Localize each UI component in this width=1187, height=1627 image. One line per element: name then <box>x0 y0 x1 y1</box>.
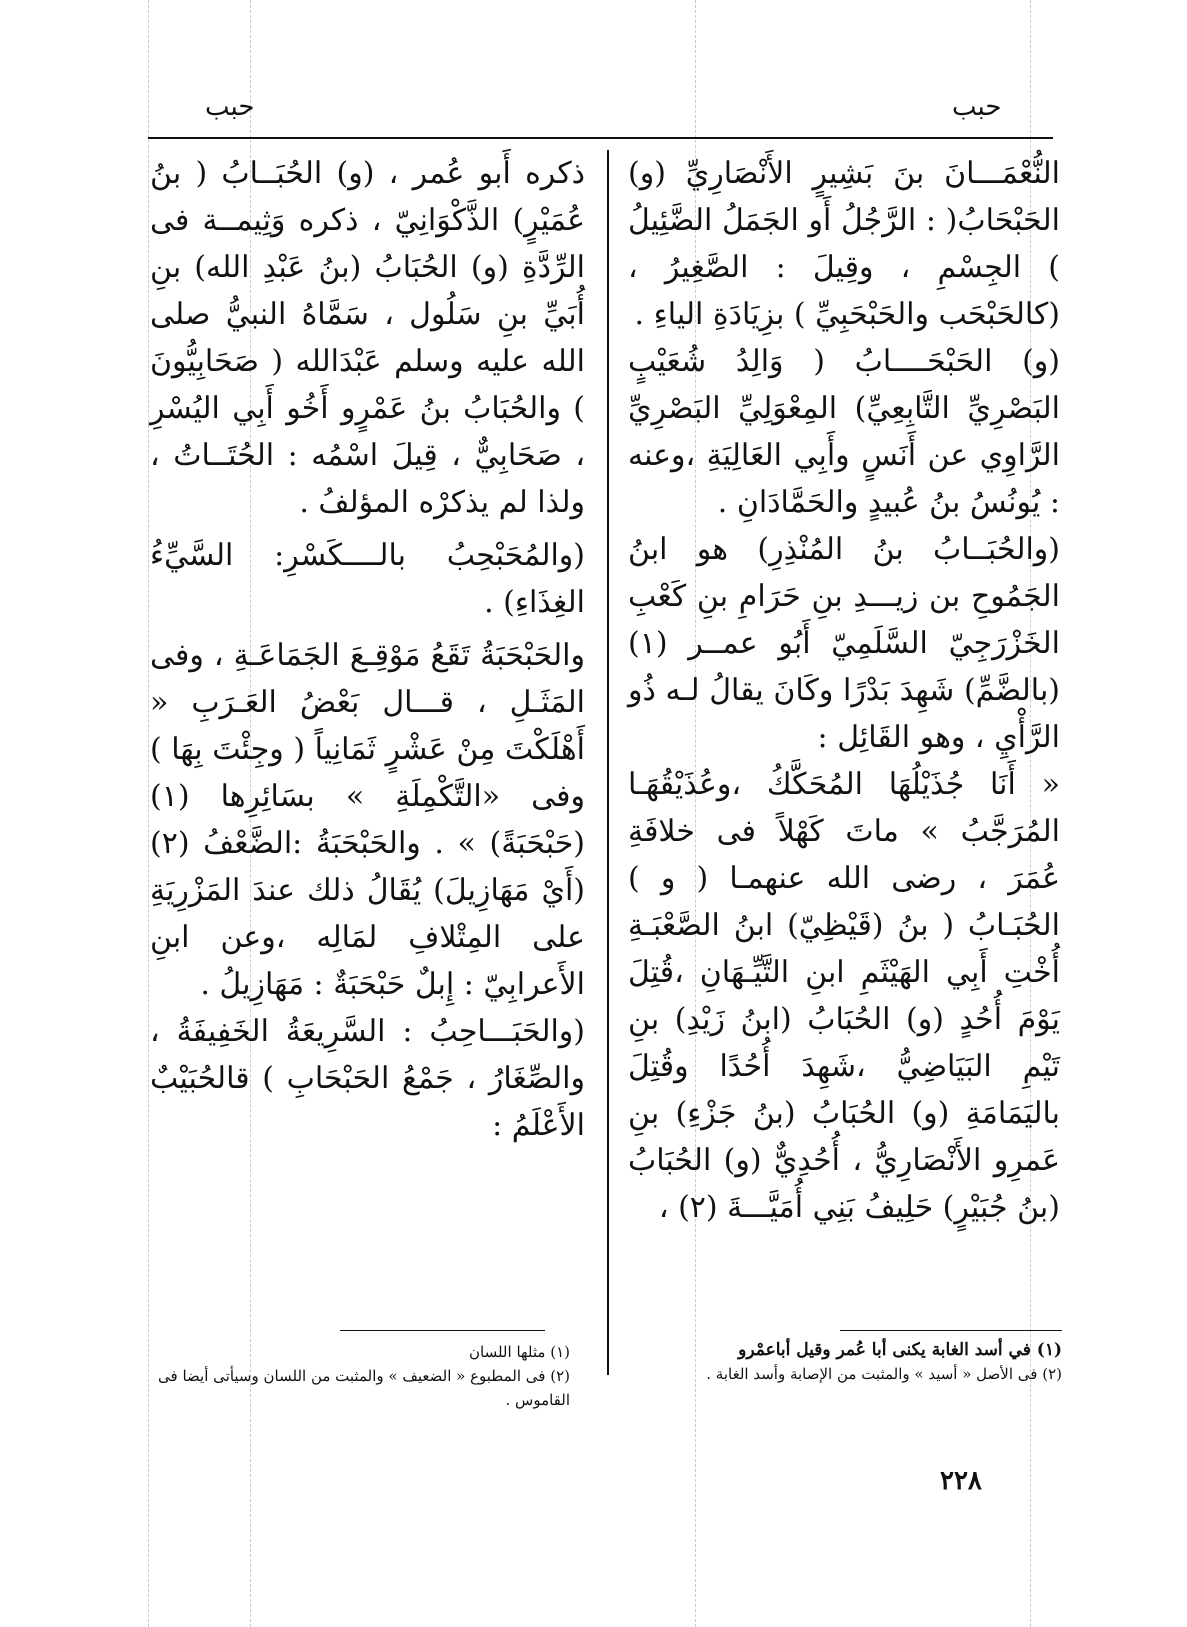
left-paragraph: (والمُحَبْحِبُ بالــــكَسْرِ: السَّيِّءُ الغِذَاءِ) . <box>150 538 585 620</box>
left-footnotes <box>148 1340 570 1412</box>
footnote-rule-right <box>840 1330 1062 1331</box>
right-paragraph: (و) الحَبْحَــــابُ ( وَالِدُ شُعَيْبٍ البَصْرِيِّ التَّابِعِيِّ) المِعْوَلِيِّ البَصْرِيِّ الرَّاوِي عن أَنَسٍ وأَبِي العَالِيَةِ ،وعنه : يُونُسُ بنُ عُبيدٍ والحَمَّادَانِ . <box>628 344 1060 520</box>
left-paragraph: ذكره أَبو عُمر ، (و) الحُبَــابُ ( بنُ عُمَيْرٍ) الذَّكْوَانِيّ ، ذكره وَثِيمــة فى الرِّدَّةِ (و) الحُبَابُ (بنُ عَبْدِ الله) بنِ أُبَيِّ بنِ سَلُول ، سَمَّاهُ النبيُّ صلى الله عليه وسلم عَبْدَالله ( صَحَابِيُّونَ ) والحُبَابُ بنُ عَمْرٍو أَخُو أَبِي اليُسْرِ ، صَحَابِيٌّ ، قِيلَ اسْمُه : الحُتَــاتُ ، ولذا لم يذكرْه المؤلفُ . <box>150 156 585 520</box>
footnote: (٢) فى المطبوع « الضعيف » والمثبت من اللسان وسيأتى أيضا فى القاموس . <box>158 1367 570 1409</box>
left-paragraph: والحَبْحَبَةُ تَقَعُ مَوْقِـعَ الجَمَاعَـةِ ، وفى المَثَـلِ ، قـــال بَعْضُ العَـرَبِ « أَهْلَكْتَ مِنْ عَشْرٍ ثَمَانِياً ( وجِئْتَ بِهَا ) وفى «التَّكْمِلَةِ » بسَائِرِها (١) (حَبْحَبَةً) » . والحَبْحَبَةُ :الضَّعْفُ (٢) (أَيْ مَهَازِيلَ) يُقَالُ ذلك عندَ المَزْرِيَةِ على المِتْلافِ لمَالِه ،وعن ابنِ الأَعرابِيّ : إِبلٌ حَبْحَبَةٌ : مَهَازِيلُ . <box>150 638 585 1002</box>
footnote: (١) مثلها اللسان <box>469 1343 570 1361</box>
header-rule <box>148 137 1053 139</box>
page-number: ٢٢٨ <box>940 1466 982 1496</box>
footnote-rule-left <box>340 1330 545 1331</box>
right-paragraph: (والحُبَــابُ بنُ المُنْذِرِ) هو ابنُ الجَمُوحِ بن زيـــدِ بنِ حَرَامِ بنِ كَعْبِ الخَزْرَجِيّ السَّلَمِيّ أَبُو عمــر (١) (بالضَّمِّ) شَهِدَ بَدْرًا وكَانَ يقالُ لـه ذُو الرَّأْيِ ، وهو القَائِل : <box>628 532 1060 755</box>
left-column <box>150 150 585 1149</box>
right-column <box>628 150 1060 1231</box>
footnote: (١) في أسد الغابة يكنى أبا عُمر وقيل أباعمْرو <box>738 1340 1062 1360</box>
column-separator <box>607 150 609 1375</box>
footnote: (٢) فى الأصل « أسيد » والمثبت من الإصابة وأسد الغابة . <box>706 1365 1062 1383</box>
right-paragraph: النُّعْمَـــانَ بنَ بَشِيرٍ الأَنْصَارِيِّ (و) الحَبْحَابُ( : الرَّجُلُ أَو الجَمَلُ الضَّئِيلُ ) الجِسْمِ ، وقِيلَ : الصَّغِيرُ ، (كالحَبْحَب والحَبْحَبِيِّ ) بزِيَادَةِ الياءِ . <box>628 156 1060 332</box>
header-left-word: حبب <box>205 92 255 122</box>
right-footnotes <box>620 1338 1062 1386</box>
right-paragraph: « أَنَا جُذَيْلُهَا المُحَكَّكُ ،وعُذَيْقُهَـا المُرَجَّبُ » ماتَ كَهْلاً فى خلافَةِ عُمَرَ ، رضى الله عنهمـا ( و ) الحُبَـابُ ( بنُ (قَيْظِيّ) ابنُ الصَّعْبَـةِ أُخْتِ أَبِي الهَيْثَمِ ابنِ التَّيِّـهَانِ ،قُتِلَ يَوْمَ أُحُدٍ (و) الحُبَابُ (ابنُ زَيْدِ) بنِ تَيْمِ البَيَاضِيُّ ،شَهِدَ أُحُدًا وقُتِلَ باليَمَامَةِ (و) الحُبَابُ (بنُ جَزْءِ) بنِ عَمرِو الأَنْصَارِيُّ ، أُحُدِيٌّ (و) الحُبَابُ (بنُ جُبَيْرٍ) حَلِيفُ بَنِي أُمَيَّـــةَ (٢) ، <box>628 767 1060 1225</box>
left-paragraph: (والحَبَـــاحِبُ : السَّرِيعَةُ الخَفِيفَةُ ، والصِّغَارُ ، جَمْعُ الحَبْحَابِ ) قالحُبَيْبٌ الأَعْلَمُ : <box>150 1014 585 1143</box>
header-right-word: حبب <box>952 92 1002 122</box>
